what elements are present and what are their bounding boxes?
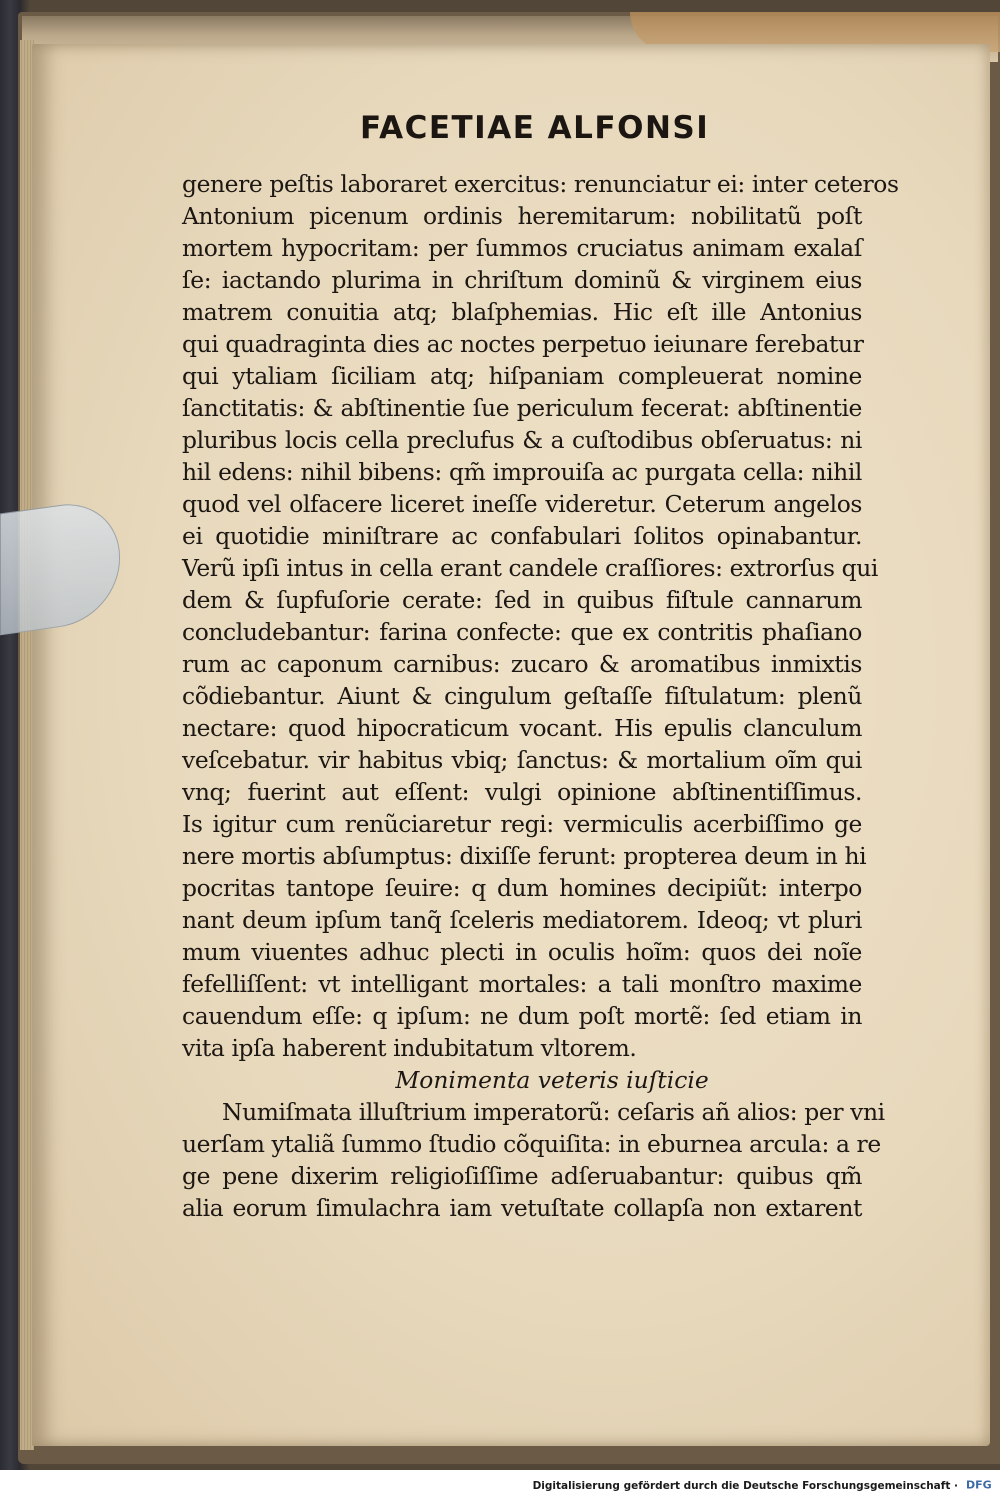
- text-line: uerſam ytaliã ſummo ſtudio cõquiſita: in eburnea arcula: a re: [182, 1130, 881, 1158]
- text-line: ge pene dixerim religioſiſſime adſeruabantur: quibus qm̃: [182, 1162, 862, 1190]
- text-line: vnq; fuerint aut eſſent: vulgi opinione abſtinentiſſimus.: [182, 778, 862, 806]
- text-line: mortem hypocritam: per ſummos cruciatus animam exalaſ: [182, 234, 862, 262]
- text-line: fefelliſſent: vt intelligant mortales: a tali monſtro maxime: [182, 970, 862, 998]
- section-heading: Monimenta veteris iuſticie: [395, 1066, 709, 1094]
- text-line: ei quotidie miniſtrare ac confabulari ſolitos opinabantur.: [182, 522, 862, 550]
- text-line: cauendum eſſe: q ipſum: ne dum poſt mortẽ: ſed etiam in: [182, 1002, 862, 1030]
- running-head: FACETIAE ALFONSI: [360, 110, 710, 146]
- text-line: dem & ſupfuſorie cerate: ſed in quibus fiſtule cannarum: [182, 586, 862, 614]
- dfg-logo-text: DFG: [966, 1478, 992, 1492]
- text-line: matrem conuitia atq; blaſphemias. Hic eſt ille Antonius: [182, 298, 862, 326]
- text-line: Verũ ipſi intus in cella erant candele craſſiores: extrorſus qui: [182, 554, 878, 582]
- text-line: quod vel olfacere liceret ineſſe videretur. Ceterum angelos: [182, 490, 862, 518]
- text-line: alia eorum ſimulachra iam vetuſtate collapſa non extarent: [182, 1194, 862, 1222]
- text-line: concludebantur: farina confecte: que ex contritis phaſiano: [182, 618, 862, 646]
- main-text-block: [182, 168, 899, 1224]
- text-line: rum ac caponum carnibus: zucaro & aromatibus inmixtis: [182, 650, 862, 678]
- text-line: Numiſmata illuſtrium imperatorũ: ceſaris añ alios: per vni: [222, 1098, 885, 1126]
- text-line: hil edens: nihil bibens: qm̃ improuiſa ac purgata cella: nihil: [182, 458, 862, 486]
- funding-note: Digitalisierung gefördert durch die Deutsche Forschungsgemeinschaft ·: [532, 1480, 958, 1492]
- text-line: qui ytaliam ſiciliam atq; hiſpaniam compleuerat nomine: [182, 362, 862, 390]
- text-line: pocritas tantope ſeuire: q dum homines decipiũt: interpo: [182, 874, 862, 902]
- text-line: mum viuentes adhuc plecti in oculis hoĩm: quos dei noĩe: [182, 938, 862, 966]
- text-line: vita ipſa haberent indubitatum vltorem.: [182, 1034, 637, 1062]
- text-line: nectare: quod hipocraticum vocant. His epulis clanculum: [182, 714, 862, 742]
- text-line: cõdiebantur. Aiunt & cingulum geſtaſſe fiſtulatum: plenũ: [182, 682, 862, 710]
- text-line: Is igitur cum renũciaretur regi: vermiculis acerbiſſimo ge: [182, 810, 862, 838]
- text-line: ſanctitatis: & abſtinentie ſue periculum fecerat: abſtinentie: [182, 394, 862, 422]
- text-line: pluribus locis cella preclufus & a cuſtodibus obſeruatus: ni: [182, 426, 862, 454]
- text-line: nant deum ipſum tanq̃ ſceleris mediatorem. Ideoq; vt pluri: [182, 906, 862, 934]
- text-line: qui quadraginta dies ac noctes perpetuo ieiunare ferebatur: [182, 330, 864, 358]
- text-line: nere mortis abſumptus: dixiſſe ferunt: propterea deum in hi: [182, 842, 867, 870]
- dfg-logo-icon: [964, 1476, 994, 1492]
- text-line: Antonium picenum ordinis heremitarum: nobilitatũ poſt: [182, 202, 862, 230]
- text-line: ſe: iactando plurima in chriſtum dominũ & virginem eius: [182, 266, 862, 294]
- text-line: veſcebatur. vir habitus vbiq; ſanctus: & mortalium oĩm qui: [182, 746, 862, 774]
- text-line: genere peſtis laboraret exercitus: renunciatur ei: inter ceteros: [182, 170, 899, 198]
